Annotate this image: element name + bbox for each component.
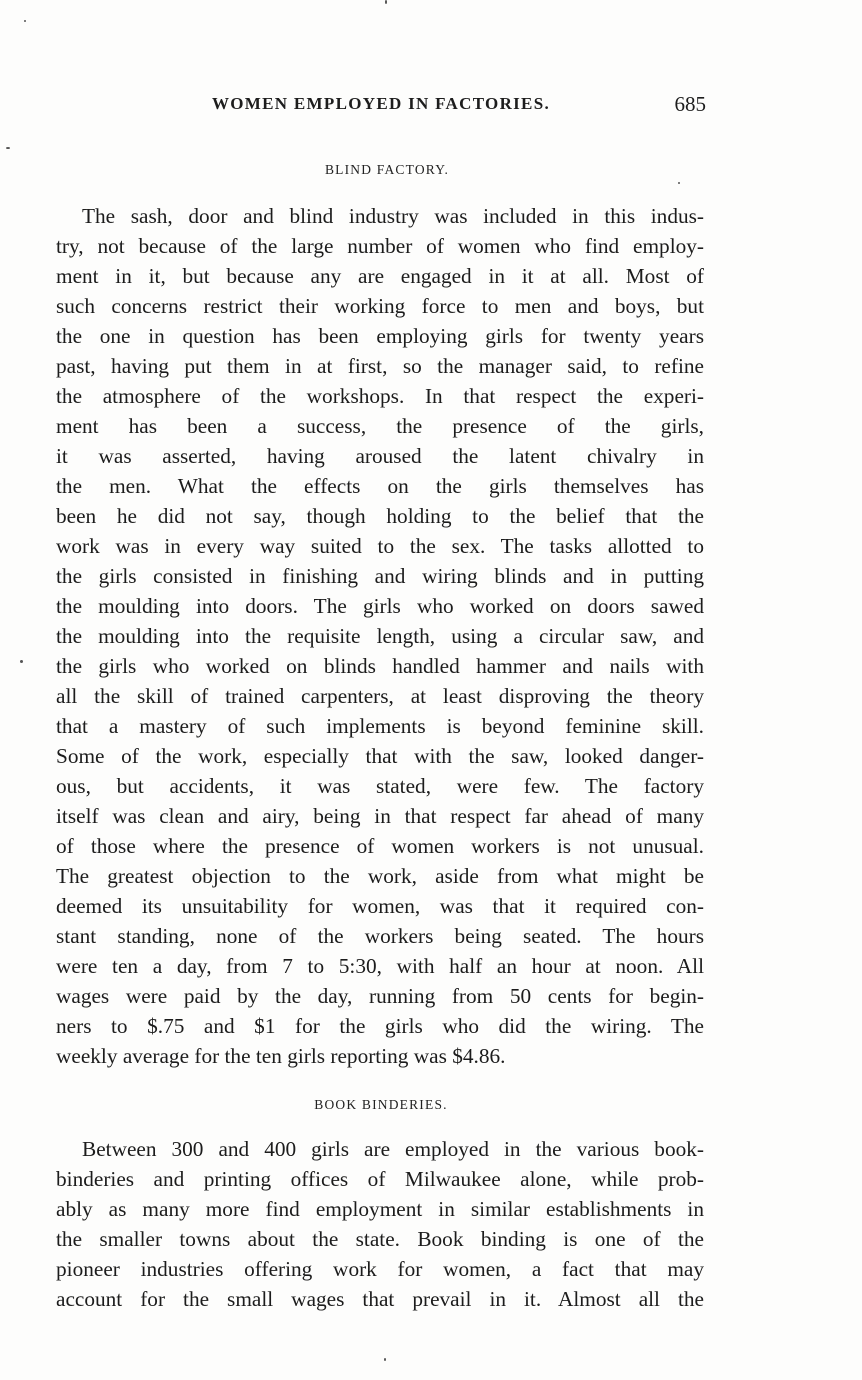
text-line: The greatest objection to the work, aside from what might be <box>56 864 704 888</box>
text-line: binderies and printing offices of Milwaukee alone, while prob- <box>56 1167 704 1191</box>
running-head <box>56 92 706 122</box>
text-line: the girls who worked on blinds handled hammer and nails with <box>56 654 704 678</box>
text-line: ment has been a success, the presence of the girls, <box>56 414 704 438</box>
text-line: The sash, door and blind industry was included in this indus- <box>82 204 704 228</box>
text-line: it was asserted, having aroused the latent chivalry in <box>56 444 704 468</box>
scan-speck <box>20 660 23 663</box>
text-line: the girls consisted in finishing and wiring blinds and in putting <box>56 564 704 588</box>
page-number: 685 <box>674 92 706 116</box>
text-line: Between 300 and 400 girls are employed in the various book- <box>82 1137 704 1161</box>
text-line: account for the small wages that prevail in it. Almost all the <box>56 1287 704 1311</box>
scan-speck <box>384 1358 386 1361</box>
scan-speck <box>385 0 387 4</box>
text-line: past, having put them in at first, so the manager said, to refine <box>56 354 704 378</box>
text-line: the moulding into doors. The girls who worked on doors sawed <box>56 594 704 618</box>
text-line: ous, but accidents, it was stated, were few. The factory <box>56 774 704 798</box>
text-line: the one in question has been employing girls for twenty years <box>56 324 704 348</box>
text-line: pioneer industries offering work for women, a fact that may <box>56 1257 704 1281</box>
scan-speck <box>678 182 680 184</box>
text-line: ment in it, but because any are engaged in it at all. Most of <box>56 264 704 288</box>
section-heading-book-binderies: BOOK BINDERIES. <box>314 1097 448 1112</box>
scan-speck <box>6 147 10 149</box>
text-line: were ten a day, from 7 to 5:30, with half an hour at noon. All <box>56 954 704 978</box>
text-line: of those where the presence of women workers is not unusual. <box>56 834 704 858</box>
scan-speck <box>24 20 26 22</box>
text-line: itself was clean and airy, being in that respect far ahead of many <box>56 804 704 828</box>
text-line: the moulding into the requisite length, using a circular saw, and <box>56 624 704 648</box>
text-line: Some of the work, especially that with the saw, looked danger- <box>56 744 704 768</box>
section-heading-blind-factory: BLIND FACTORY. <box>324 162 450 177</box>
text-line: deemed its unsuitability for women, was that it required con- <box>56 894 704 918</box>
text-line: wages were paid by the day, running from 50 cents for begin- <box>56 984 704 1008</box>
text-line: weekly average for the ten girls reporting was $4.86. <box>56 1044 506 1068</box>
text-line: stant standing, none of the workers being seated. The hours <box>56 924 704 948</box>
text-line: the atmosphere of the workshops. In that respect the experi- <box>56 384 704 408</box>
text-line: try, not because of the large number of women who find employ- <box>56 234 704 258</box>
text-line: ners to $.75 and $1 for the girls who did the wiring. The <box>56 1014 704 1038</box>
text-line: the smaller towns about the state. Book binding is one of the <box>56 1227 704 1251</box>
running-title: WOMEN EMPLOYED IN FACTORIES. <box>211 94 551 113</box>
text-line: work was in every way suited to the sex. The tasks allotted to <box>56 534 704 558</box>
text-line: that a mastery of such implements is beyond feminine skill. <box>56 714 704 738</box>
text-line: ably as many more find employment in similar establishments in <box>56 1197 704 1221</box>
text-line: been he did not say, though holding to the belief that the <box>56 504 704 528</box>
text-line: such concerns restrict their working force to men and boys, but <box>56 294 704 318</box>
text-line: the men. What the effects on the girls themselves has <box>56 474 704 498</box>
text-line: all the skill of trained carpenters, at least disproving the theory <box>56 684 704 708</box>
paragraph-book-binderies <box>56 1134 704 1314</box>
paragraph-blind-factory <box>56 201 704 1071</box>
